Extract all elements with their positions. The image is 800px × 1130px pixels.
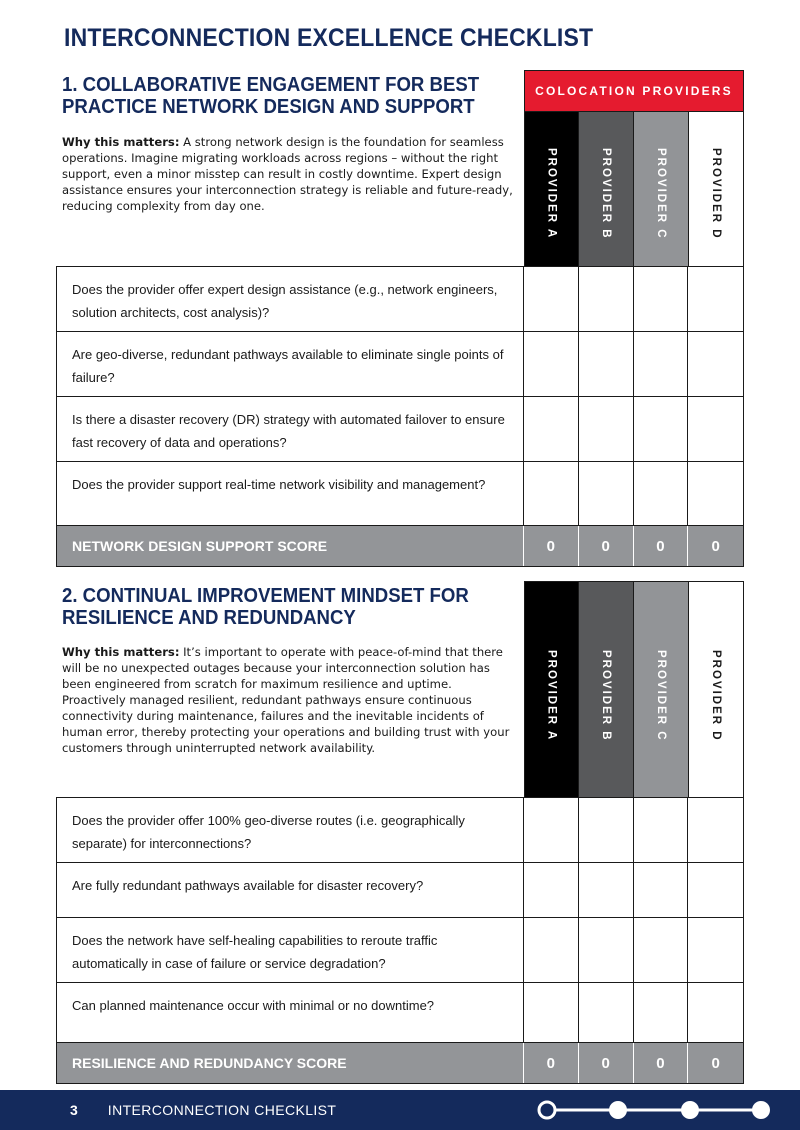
provider-a-header (524, 112, 579, 267)
provider-c-cell[interactable] (634, 332, 689, 396)
checklist-row (56, 461, 744, 526)
provider-c-cell[interactable] (634, 863, 689, 917)
question-text: Can planned maintenance occur with minimal or no downtime? (57, 983, 524, 1042)
network-design-score-row (56, 525, 744, 567)
provider-b-cell[interactable] (579, 332, 634, 396)
provider-b-score: 0 (579, 526, 634, 566)
checklist-row (56, 331, 744, 396)
network-nodes-icon (530, 1096, 780, 1124)
section-1-heading-line1: 1. COLLABORATIVE ENGAGEMENT FOR BEST (62, 74, 480, 96)
provider-d-cell[interactable] (688, 918, 743, 982)
question-text: Does the network have self-healing capabilities to reroute traffic automatically in case of failure or service degradation? (57, 918, 524, 982)
footer (0, 1090, 800, 1130)
provider-b-label: PROVIDER B (600, 148, 612, 240)
provider-c-cell[interactable] (634, 798, 689, 862)
provider-a-cell[interactable] (524, 462, 579, 526)
section-2-heading (62, 585, 469, 629)
provider-b-score: 0 (579, 1043, 634, 1083)
provider-b-cell[interactable] (579, 267, 634, 331)
provider-a-cell[interactable] (524, 798, 579, 862)
provider-a-cell[interactable] (524, 863, 579, 917)
provider-b-label: PROVIDER B (600, 650, 612, 742)
section-2-heading-line1: 2. CONTINUAL IMPROVEMENT MINDSET FOR (62, 585, 469, 607)
section-2-why (62, 644, 517, 756)
section-1-heading (62, 74, 479, 118)
colocation-providers-banner: COLOCATION PROVIDERS (524, 70, 744, 112)
provider-d-score: 0 (711, 537, 720, 555)
why-label: Why this matters: (62, 135, 180, 149)
provider-b-cell[interactable] (579, 397, 634, 461)
provider-a-cell[interactable] (524, 332, 579, 396)
provider-c-header (634, 112, 689, 267)
provider-d-cell[interactable] (688, 863, 743, 917)
question-text: Is there a disaster recovery (DR) strategy with automated failover to ensure fast recovery of data and operations? (57, 397, 524, 461)
question-text: Does the provider support real-time network visibility and management? (57, 462, 524, 526)
question-text: Does the provider offer expert design assistance (e.g., network engineers, solution architects, cost analysis)? (57, 267, 524, 331)
why-label: Why this matters: (62, 645, 180, 659)
checklist-row (56, 917, 744, 982)
provider-d-cell[interactable] (688, 798, 743, 862)
provider-c-cell[interactable] (634, 462, 689, 526)
checklist-row (56, 266, 744, 331)
provider-c-cell[interactable] (634, 267, 689, 331)
provider-c-cell[interactable] (634, 983, 689, 1042)
checklist-row (56, 982, 744, 1042)
score-label: NETWORK DESIGN SUPPORT SCORE (57, 526, 524, 566)
provider-d-score: 0 (711, 1054, 720, 1072)
provider-a-cell[interactable] (524, 267, 579, 331)
resilience-score-row (56, 1042, 744, 1084)
provider-b-cell[interactable] (579, 462, 634, 526)
provider-a-label: PROVIDER A (545, 650, 558, 742)
why-text: It’s important to operate with peace-of-mind that there will be no unexpected outages because your interconnection solution has been engineered from scratch for maximum resilience and uptime. Proactively managed resilient, redundant pathways ensure continuous connectivity during maintenance, failures and the inevitable incidents of human error, thereby protecting your operations and building trust with your customers through uninterrupted network availability. (62, 645, 510, 755)
provider-b-header (579, 112, 634, 267)
checklist-row (56, 862, 744, 917)
question-text: Are fully redundant pathways available for disaster recovery? (57, 863, 524, 917)
provider-d-cell[interactable] (688, 462, 743, 526)
provider-a-score: 0 (524, 1043, 579, 1083)
section-1-heading-line2: PRACTICE NETWORK DESIGN AND SUPPORT (62, 96, 475, 118)
provider-a-cell[interactable] (524, 918, 579, 982)
provider-b-cell[interactable] (579, 798, 634, 862)
provider-c-header (634, 581, 689, 798)
provider-d-label: PROVIDER D (710, 650, 722, 742)
provider-c-score: 0 (634, 526, 689, 566)
provider-a-header (524, 581, 579, 798)
section-1-why (62, 134, 517, 214)
checklist-row (56, 396, 744, 461)
checklist-row (56, 797, 744, 862)
footer-text: INTERCONNECTION CHECKLIST (107, 1102, 337, 1118)
provider-d-header (689, 112, 744, 267)
provider-b-cell[interactable] (579, 863, 634, 917)
provider-c-score: 0 (634, 1043, 689, 1083)
why-text: A strong network design is the foundation for seamless operations. Imagine migrating workloads across regions – without the right support, even a minor misstep can result in costly downtime. Expert design assistance ensures your interconnection strategy is reliable and future-ready, reducing complexity from day one. (62, 135, 513, 213)
provider-a-cell[interactable] (524, 397, 579, 461)
provider-c-label: PROVIDER C (655, 650, 667, 742)
score-label: RESILIENCE AND REDUNDANCY SCORE (57, 1043, 524, 1083)
provider-c-label: PROVIDER C (655, 148, 667, 240)
page-number: 3 (70, 1102, 78, 1118)
provider-c-cell[interactable] (634, 397, 689, 461)
section-2-heading-line2: RESILIENCE AND REDUNDANCY (62, 607, 356, 629)
provider-d-label: PROVIDER D (710, 148, 722, 240)
provider-d-header (689, 581, 744, 798)
question-text: Are geo-diverse, redundant pathways available to eliminate single points of failure? (57, 332, 524, 396)
question-text: Does the provider offer 100% geo-diverse routes (i.e. geographically separate) for interconnections? (57, 798, 524, 862)
provider-d-cell[interactable] (688, 397, 743, 461)
provider-b-cell[interactable] (579, 983, 634, 1042)
provider-c-cell[interactable] (634, 918, 689, 982)
provider-d-cell[interactable] (688, 267, 743, 331)
provider-a-label: PROVIDER A (545, 148, 558, 240)
provider-d-cell[interactable] (688, 983, 743, 1042)
provider-b-cell[interactable] (579, 918, 634, 982)
provider-a-score: 0 (524, 526, 579, 566)
page-title: INTERCONNECTION EXCELLENCE CHECKLIST (64, 24, 594, 52)
provider-a-cell[interactable] (524, 983, 579, 1042)
provider-d-cell[interactable] (688, 332, 743, 396)
provider-b-header (579, 581, 634, 798)
